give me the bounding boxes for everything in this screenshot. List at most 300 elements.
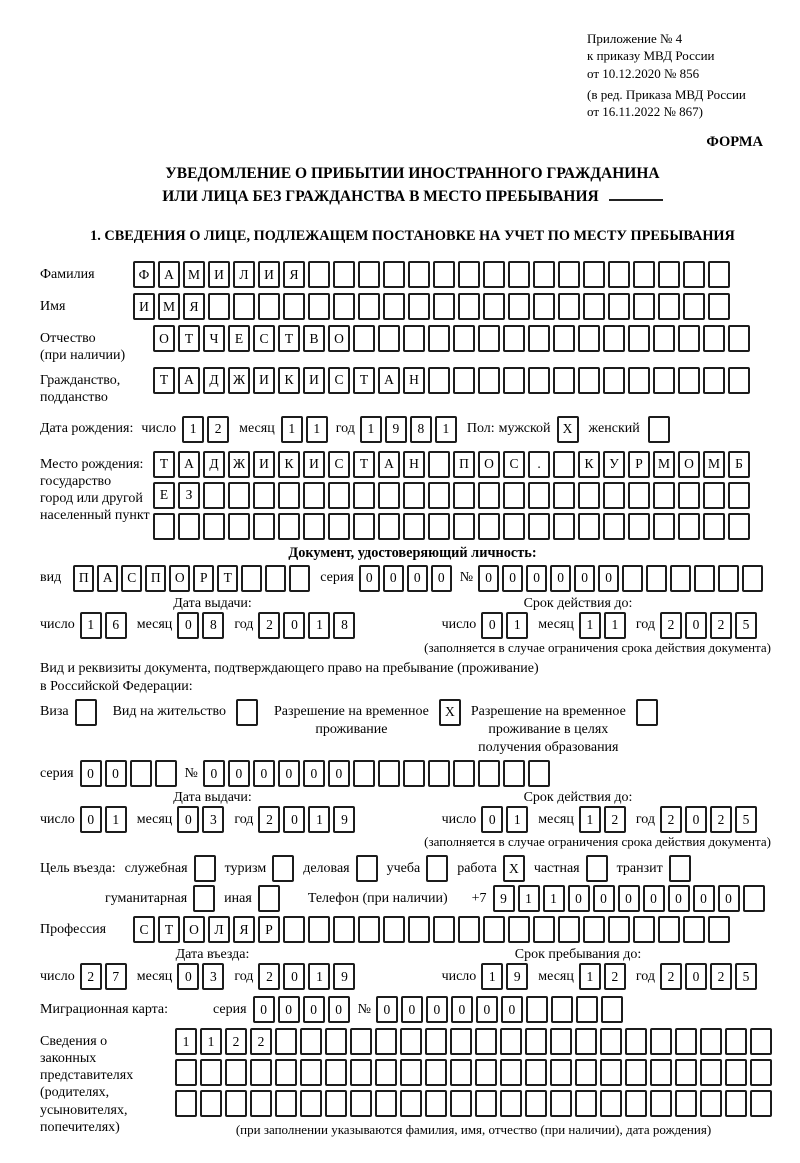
identity-series-cells <box>359 565 452 592</box>
char-cell <box>601 996 623 1023</box>
char-cell <box>578 367 600 394</box>
char-cell <box>550 1028 572 1055</box>
entry-heading: Дата въезда: <box>175 947 250 963</box>
char-cell <box>275 1028 297 1055</box>
char-cell <box>428 482 450 509</box>
char-cell: А <box>158 261 180 288</box>
char-cell: А <box>97 565 118 592</box>
char-cell: П <box>453 451 475 478</box>
number-label: № <box>184 765 198 781</box>
char-cell <box>528 325 550 352</box>
char-cell <box>353 760 375 787</box>
char-cell: 1 <box>481 963 503 990</box>
representatives-label-line: законных <box>40 1051 97 1067</box>
char-cell: Д <box>203 451 225 478</box>
identity-kind-cells <box>73 565 310 592</box>
char-cell <box>528 482 550 509</box>
char-cell <box>683 261 705 288</box>
residence-number-cells <box>203 760 550 787</box>
checkbox-male: X <box>557 416 579 443</box>
purpose-label: Цель въезда: <box>40 860 116 876</box>
day-label: число <box>40 968 75 984</box>
char-cell <box>328 513 350 540</box>
char-cell <box>525 1028 547 1055</box>
appendix-block <box>587 30 785 120</box>
representatives-row1-cells <box>175 1028 772 1055</box>
char-cell <box>458 916 480 943</box>
entry-month-cells <box>177 963 224 990</box>
char-cell <box>178 513 200 540</box>
day-label: число <box>40 811 75 827</box>
citizenship-label <box>40 367 153 406</box>
char-cell <box>700 1090 722 1117</box>
char-cell: 2 <box>80 963 102 990</box>
char-cell: П <box>145 565 166 592</box>
char-cell: О <box>478 451 500 478</box>
char-cell: Л <box>233 261 255 288</box>
char-cell <box>303 482 325 509</box>
char-cell <box>750 1090 772 1117</box>
profession-label: Профессия <box>40 922 107 938</box>
char-cell <box>658 293 680 320</box>
given-name-row <box>40 293 785 320</box>
char-cell <box>483 293 505 320</box>
char-cell: 8 <box>333 612 355 639</box>
surname-cells <box>133 261 730 288</box>
char-cell: Я <box>283 261 305 288</box>
form-title-line1: УВЕДОМЛЕНИЕ О ПРИБЫТИИ ИНОСТРАННОГО ГРАЖДАНИНА <box>165 165 660 183</box>
char-cell: О <box>328 325 350 352</box>
char-cell: Н <box>403 451 425 478</box>
char-cell <box>622 565 643 592</box>
char-cell <box>478 513 500 540</box>
char-cell <box>383 261 405 288</box>
citizenship-label-line2: подданство <box>40 389 108 405</box>
char-cell <box>678 367 700 394</box>
char-cell: 8 <box>410 416 432 443</box>
char-cell: 1 <box>281 416 303 443</box>
residence-valid-month-cells <box>579 806 626 833</box>
char-cell: 1 <box>175 1028 197 1055</box>
char-cell: У <box>603 451 625 478</box>
char-cell <box>428 513 450 540</box>
char-cell <box>378 760 400 787</box>
entry-day-cells <box>80 963 127 990</box>
char-cell <box>203 513 225 540</box>
char-cell: 0 <box>376 996 398 1023</box>
char-cell: 1 <box>579 963 601 990</box>
char-cell <box>728 325 750 352</box>
commercial-label: деловая <box>303 860 350 876</box>
char-cell: 5 <box>735 612 757 639</box>
birth-place-row <box>40 451 785 540</box>
birth-month-cells <box>281 416 328 443</box>
representatives-cells <box>175 1028 772 1117</box>
char-cell <box>358 261 380 288</box>
purpose-humanitarian <box>105 885 215 912</box>
char-cell <box>575 1059 597 1086</box>
char-cell: 0 <box>502 565 523 592</box>
char-cell <box>200 1059 222 1086</box>
char-cell: 0 <box>618 885 640 912</box>
char-cell <box>742 565 763 592</box>
char-cell <box>703 367 725 394</box>
identity-number-cells <box>478 565 763 592</box>
char-cell <box>358 916 380 943</box>
birth-place-label <box>40 451 153 524</box>
char-cell: С <box>121 565 142 592</box>
char-cell <box>583 293 605 320</box>
char-cell: 0 <box>228 760 250 787</box>
residence-valid-heading: Срок действия до: <box>523 790 633 806</box>
purpose-business <box>125 855 216 882</box>
char-cell: 0 <box>278 760 300 787</box>
citizenship-cells <box>153 367 750 394</box>
char-cell <box>725 1028 747 1055</box>
residence-date-row <box>40 806 785 833</box>
char-cell: Ж <box>228 367 250 394</box>
blank-underline <box>609 187 663 201</box>
temp-permit-edu-label-line1: Разрешение на временное <box>470 703 626 719</box>
private-label: частная <box>533 860 580 876</box>
char-cell: И <box>258 261 280 288</box>
residence-issue-year-cells <box>258 806 355 833</box>
residence-valid-day-cells <box>481 806 528 833</box>
residence-option-temp-permit <box>274 699 461 739</box>
char-cell: 6 <box>105 612 127 639</box>
char-cell: Я <box>233 916 255 943</box>
char-cell <box>503 760 525 787</box>
char-cell <box>578 513 600 540</box>
residence-validity-note: (заполняется в случае ограничения срока действия документа) <box>424 834 771 850</box>
char-cell <box>678 513 700 540</box>
char-cell: 0 <box>481 612 503 639</box>
char-cell <box>628 482 650 509</box>
char-cell: 2 <box>258 963 280 990</box>
char-cell: 0 <box>478 565 499 592</box>
char-cell: 3 <box>202 806 224 833</box>
char-cell <box>608 916 630 943</box>
checkbox-temp-permit-edu <box>636 699 658 726</box>
char-cell <box>578 325 600 352</box>
checkbox-business <box>194 855 216 882</box>
residence-option-temp-permit-edu <box>471 699 658 758</box>
char-cell: 1 <box>435 416 457 443</box>
char-cell <box>553 325 575 352</box>
char-cell <box>503 513 525 540</box>
char-cell <box>678 482 700 509</box>
char-cell: 1 <box>543 885 565 912</box>
sex-male-label: мужской <box>498 421 551 437</box>
birth-place-grid <box>153 451 750 540</box>
char-cell: 0 <box>303 996 325 1023</box>
char-cell: К <box>278 367 300 394</box>
char-cell <box>653 513 675 540</box>
char-cell <box>583 261 605 288</box>
char-cell <box>628 325 650 352</box>
char-cell <box>300 1028 322 1055</box>
patronymic-label <box>40 325 153 364</box>
char-cell: Р <box>258 916 280 943</box>
char-cell: И <box>303 367 325 394</box>
char-cell: Ч <box>203 325 225 352</box>
char-cell <box>130 760 152 787</box>
char-cell <box>403 325 425 352</box>
representatives-row3-cells <box>175 1090 772 1117</box>
char-cell: 0 <box>718 885 740 912</box>
char-cell <box>403 760 425 787</box>
char-cell <box>558 293 580 320</box>
char-cell <box>603 367 625 394</box>
patronymic-row <box>40 325 785 364</box>
char-cell <box>403 482 425 509</box>
char-cell <box>503 367 525 394</box>
residence-issue-month-cells <box>177 806 224 833</box>
char-cell: 0 <box>303 760 325 787</box>
char-cell <box>583 916 605 943</box>
char-cell <box>694 565 715 592</box>
entry-year-cells <box>258 963 355 990</box>
form-title-line2-wrap <box>40 186 785 208</box>
char-cell: Т <box>178 325 200 352</box>
char-cell <box>233 293 255 320</box>
char-cell <box>300 1090 322 1117</box>
char-cell <box>453 482 475 509</box>
char-cell: М <box>183 261 205 288</box>
business-label: служебная <box>124 860 188 876</box>
char-cell <box>708 916 730 943</box>
char-cell <box>225 1090 247 1117</box>
char-cell: Т <box>158 916 180 943</box>
char-cell <box>478 325 500 352</box>
appendix-line: Приложение № 4 <box>587 31 683 46</box>
char-cell: 7 <box>105 963 127 990</box>
char-cell <box>478 482 500 509</box>
char-cell <box>500 1059 522 1086</box>
char-cell <box>350 1028 372 1055</box>
char-cell: 5 <box>735 806 757 833</box>
char-cell: Н <box>403 367 425 394</box>
profession-cells <box>133 916 730 943</box>
birth-place-label-line3: город или другой <box>40 490 143 506</box>
char-cell <box>650 1028 672 1055</box>
char-cell: 1 <box>506 806 528 833</box>
char-cell: 2 <box>250 1028 272 1055</box>
char-cell: А <box>178 367 200 394</box>
representatives-label-line: усыновителях, <box>40 1102 128 1118</box>
char-cell: А <box>378 367 400 394</box>
char-cell <box>683 293 705 320</box>
char-cell <box>333 261 355 288</box>
char-cell <box>383 916 405 943</box>
transit-label: транзит <box>616 860 663 876</box>
char-cell: 0 <box>177 612 199 639</box>
entry-date-row <box>40 963 785 990</box>
char-cell: Л <box>208 916 230 943</box>
char-cell <box>425 1090 447 1117</box>
char-cell: Д <box>203 367 225 394</box>
char-cell <box>308 261 330 288</box>
char-cell <box>308 916 330 943</box>
char-cell <box>675 1090 697 1117</box>
series-label: серия <box>40 765 74 781</box>
char-cell <box>325 1059 347 1086</box>
char-cell: 1 <box>80 612 102 639</box>
char-cell <box>408 916 430 943</box>
char-cell <box>228 482 250 509</box>
char-cell: 0 <box>593 885 615 912</box>
char-cell <box>500 1028 522 1055</box>
char-cell <box>278 513 300 540</box>
checkbox-female <box>648 416 670 443</box>
char-cell: 2 <box>258 612 280 639</box>
char-cell <box>200 1090 222 1117</box>
char-cell <box>576 996 598 1023</box>
temp-permit-edu-label <box>471 699 626 758</box>
checkbox-commercial <box>356 855 378 882</box>
char-cell: 1 <box>604 612 626 639</box>
day-label: число <box>441 617 477 633</box>
month-label: месяц <box>136 968 173 984</box>
char-cell <box>700 1028 722 1055</box>
char-cell: 0 <box>574 565 595 592</box>
char-cell <box>553 513 575 540</box>
char-cell <box>458 261 480 288</box>
char-cell <box>603 513 625 540</box>
representatives-row2-cells <box>175 1059 772 1086</box>
char-cell: С <box>503 451 525 478</box>
char-cell <box>378 325 400 352</box>
phone-label: Телефон (при наличии) <box>307 890 448 906</box>
char-cell: 0 <box>253 760 275 787</box>
char-cell: М <box>653 451 675 478</box>
month-label: месяц <box>239 421 275 437</box>
char-cell: 0 <box>283 612 305 639</box>
month-label: месяц <box>136 811 173 827</box>
purpose-tourism <box>225 855 295 882</box>
char-cell: Т <box>278 325 300 352</box>
char-cell: Р <box>193 565 214 592</box>
citizenship-label-line1: Гражданство, <box>40 372 121 388</box>
form-title-line2: ИЛИ ЛИЦА БЕЗ ГРАЖДАНСТВА В МЕСТО ПРЕБЫВАНИЯ <box>162 187 599 205</box>
char-cell: С <box>133 916 155 943</box>
char-cell: 2 <box>258 806 280 833</box>
migration-series-cells <box>253 996 350 1023</box>
year-label: год <box>635 968 655 984</box>
char-cell: О <box>183 916 205 943</box>
identity-valid-day-cells <box>481 612 528 639</box>
residence-valid-year-cells <box>660 806 757 833</box>
char-cell: 1 <box>579 806 601 833</box>
appendix-line: от 10.12.2020 № 856 <box>587 65 700 81</box>
char-cell: 0 <box>283 963 305 990</box>
char-cell: 2 <box>660 612 682 639</box>
char-cell: 1 <box>360 416 382 443</box>
char-cell <box>670 565 691 592</box>
char-cell <box>153 513 175 540</box>
char-cell: 1 <box>306 416 328 443</box>
char-cell <box>353 482 375 509</box>
char-cell: 0 <box>476 996 498 1023</box>
char-cell: 1 <box>308 806 330 833</box>
char-cell: 0 <box>359 565 380 592</box>
char-cell <box>478 760 500 787</box>
char-cell <box>675 1028 697 1055</box>
char-cell <box>633 916 655 943</box>
char-cell <box>300 1059 322 1086</box>
section1-heading: 1. СВЕДЕНИЯ О ЛИЦЕ, ПОДЛЕЖАЩЕМ ПОСТАНОВКЕ НА УЧЕТ ПО МЕСТУ ПРЕБЫВАНИЯ <box>90 228 735 245</box>
char-cell: 1 <box>105 806 127 833</box>
entry-date <box>40 963 355 990</box>
purpose-row-2 <box>105 885 785 912</box>
char-cell <box>403 513 425 540</box>
char-cell <box>508 916 530 943</box>
identity-valid-date <box>442 612 757 639</box>
month-label: месяц <box>538 811 574 827</box>
char-cell <box>653 325 675 352</box>
char-cell <box>250 1059 272 1086</box>
representatives-label-line: Сведения о <box>40 1034 108 1050</box>
surname-row <box>40 261 785 288</box>
char-cell: 1 <box>579 612 601 639</box>
char-cell: 0 <box>643 885 665 912</box>
char-cell <box>743 885 765 912</box>
char-cell <box>228 513 250 540</box>
char-cell <box>453 367 475 394</box>
sex-label: Пол: <box>466 421 495 437</box>
char-cell <box>533 916 555 943</box>
char-cell: 0 <box>685 806 707 833</box>
char-cell <box>728 367 750 394</box>
identity-doc-heading: Документ, удостоверяющий личность: <box>288 544 537 561</box>
char-cell <box>503 325 525 352</box>
series-label: серия <box>213 1001 247 1017</box>
char-cell <box>678 325 700 352</box>
purpose-private <box>534 855 608 882</box>
checkbox-work: X <box>503 855 525 882</box>
char-cell <box>453 760 475 787</box>
char-cell <box>633 261 655 288</box>
char-cell <box>155 760 177 787</box>
purpose-commercial <box>303 855 377 882</box>
char-cell <box>483 261 505 288</box>
year-label: год <box>635 617 655 633</box>
surname-label: Фамилия <box>40 267 95 283</box>
patronymic-label-line1: Отчество <box>40 331 96 347</box>
residence-issue-date <box>40 806 355 833</box>
appendix-line: к приказу МВД России <box>587 48 715 64</box>
char-cell: 9 <box>333 963 355 990</box>
char-cell: А <box>178 451 200 478</box>
char-cell: З <box>178 482 200 509</box>
char-cell: 0 <box>668 885 690 912</box>
representatives-label-line: представителях <box>40 1068 134 1084</box>
char-cell <box>378 513 400 540</box>
char-cell <box>646 565 667 592</box>
char-cell: О <box>678 451 700 478</box>
char-cell <box>350 1090 372 1117</box>
char-cell <box>600 1090 622 1117</box>
checkbox-visa <box>75 699 97 726</box>
residence-valid-date <box>442 806 757 833</box>
char-cell <box>478 367 500 394</box>
char-cell <box>625 1090 647 1117</box>
char-cell <box>600 1059 622 1086</box>
char-cell <box>275 1090 297 1117</box>
char-cell <box>625 1028 647 1055</box>
purpose-transit <box>617 855 691 882</box>
char-cell <box>333 293 355 320</box>
